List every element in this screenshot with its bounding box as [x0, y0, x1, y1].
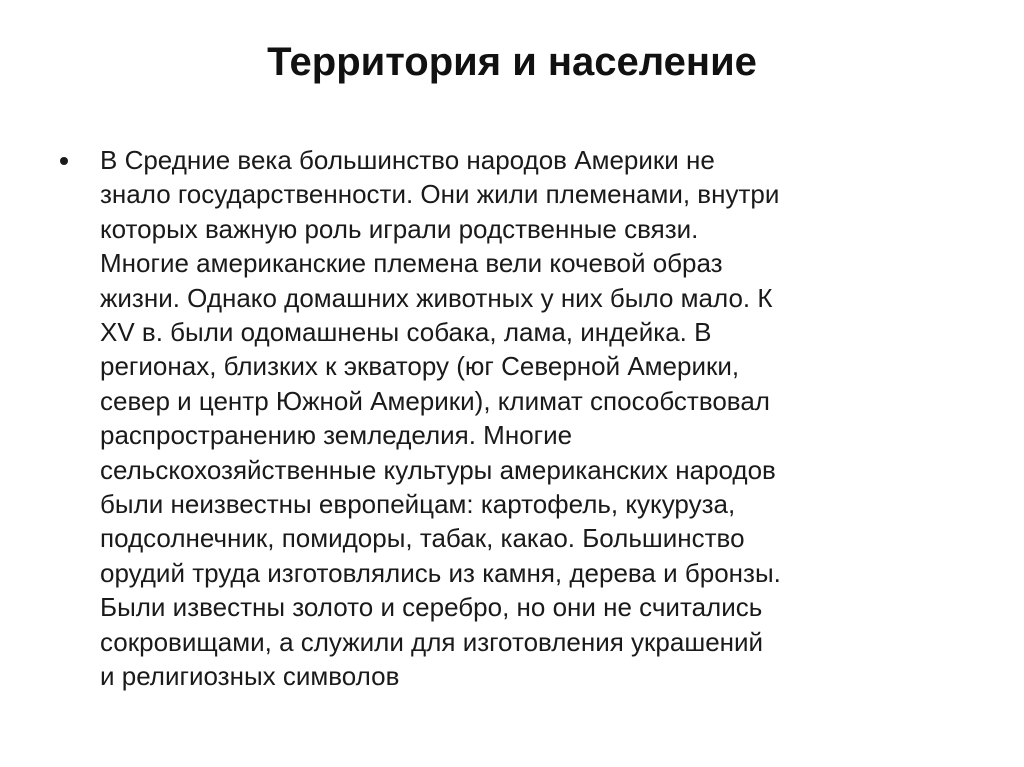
- text-line: орудий труда изготовлялись из камня, дерева и бронзы.: [100, 557, 781, 588]
- text-line: распространению земледелия. Многие: [100, 420, 573, 451]
- text-line: Многие американские племена вели кочевой образ: [100, 248, 723, 279]
- text-line: сельскохозяйственные культуры американских народов: [100, 454, 776, 485]
- bullet-dot-icon: [60, 157, 68, 165]
- bullet-item: [58, 143, 968, 694]
- text-line: знало государственности. Они жили племенами, внутри: [100, 179, 780, 210]
- text-line: сокровищами, а служили для изготовления украшений: [100, 626, 764, 657]
- text-line: подсолнечник, помидоры, табак, какао. Большинство: [100, 523, 745, 554]
- slide-title: Территория и население: [267, 40, 757, 84]
- text-line: XV в. были одомашнены собака, лама, индейка. В: [100, 317, 712, 348]
- text-line: регионах, близких к экватору (юг Северной Америки,: [100, 351, 740, 382]
- text-line: которых важную роль играли родственные связи.: [100, 213, 699, 244]
- text-line: В Средние века большинство народов Америки не: [100, 145, 715, 175]
- text-line: и религиозных символов: [100, 661, 400, 692]
- text-line: север и центр Южной Америки), климат способствовал: [100, 385, 770, 416]
- text-line: были неизвестны европейцам: картофель, кукуруза,: [100, 489, 736, 520]
- text-line: жизни. Однако домашних животных у них было мало. К: [100, 282, 773, 313]
- text-line: Были известны золото и серебро, но они не считались: [100, 592, 763, 623]
- slide-content: [58, 143, 968, 694]
- bullet-text: [100, 143, 968, 694]
